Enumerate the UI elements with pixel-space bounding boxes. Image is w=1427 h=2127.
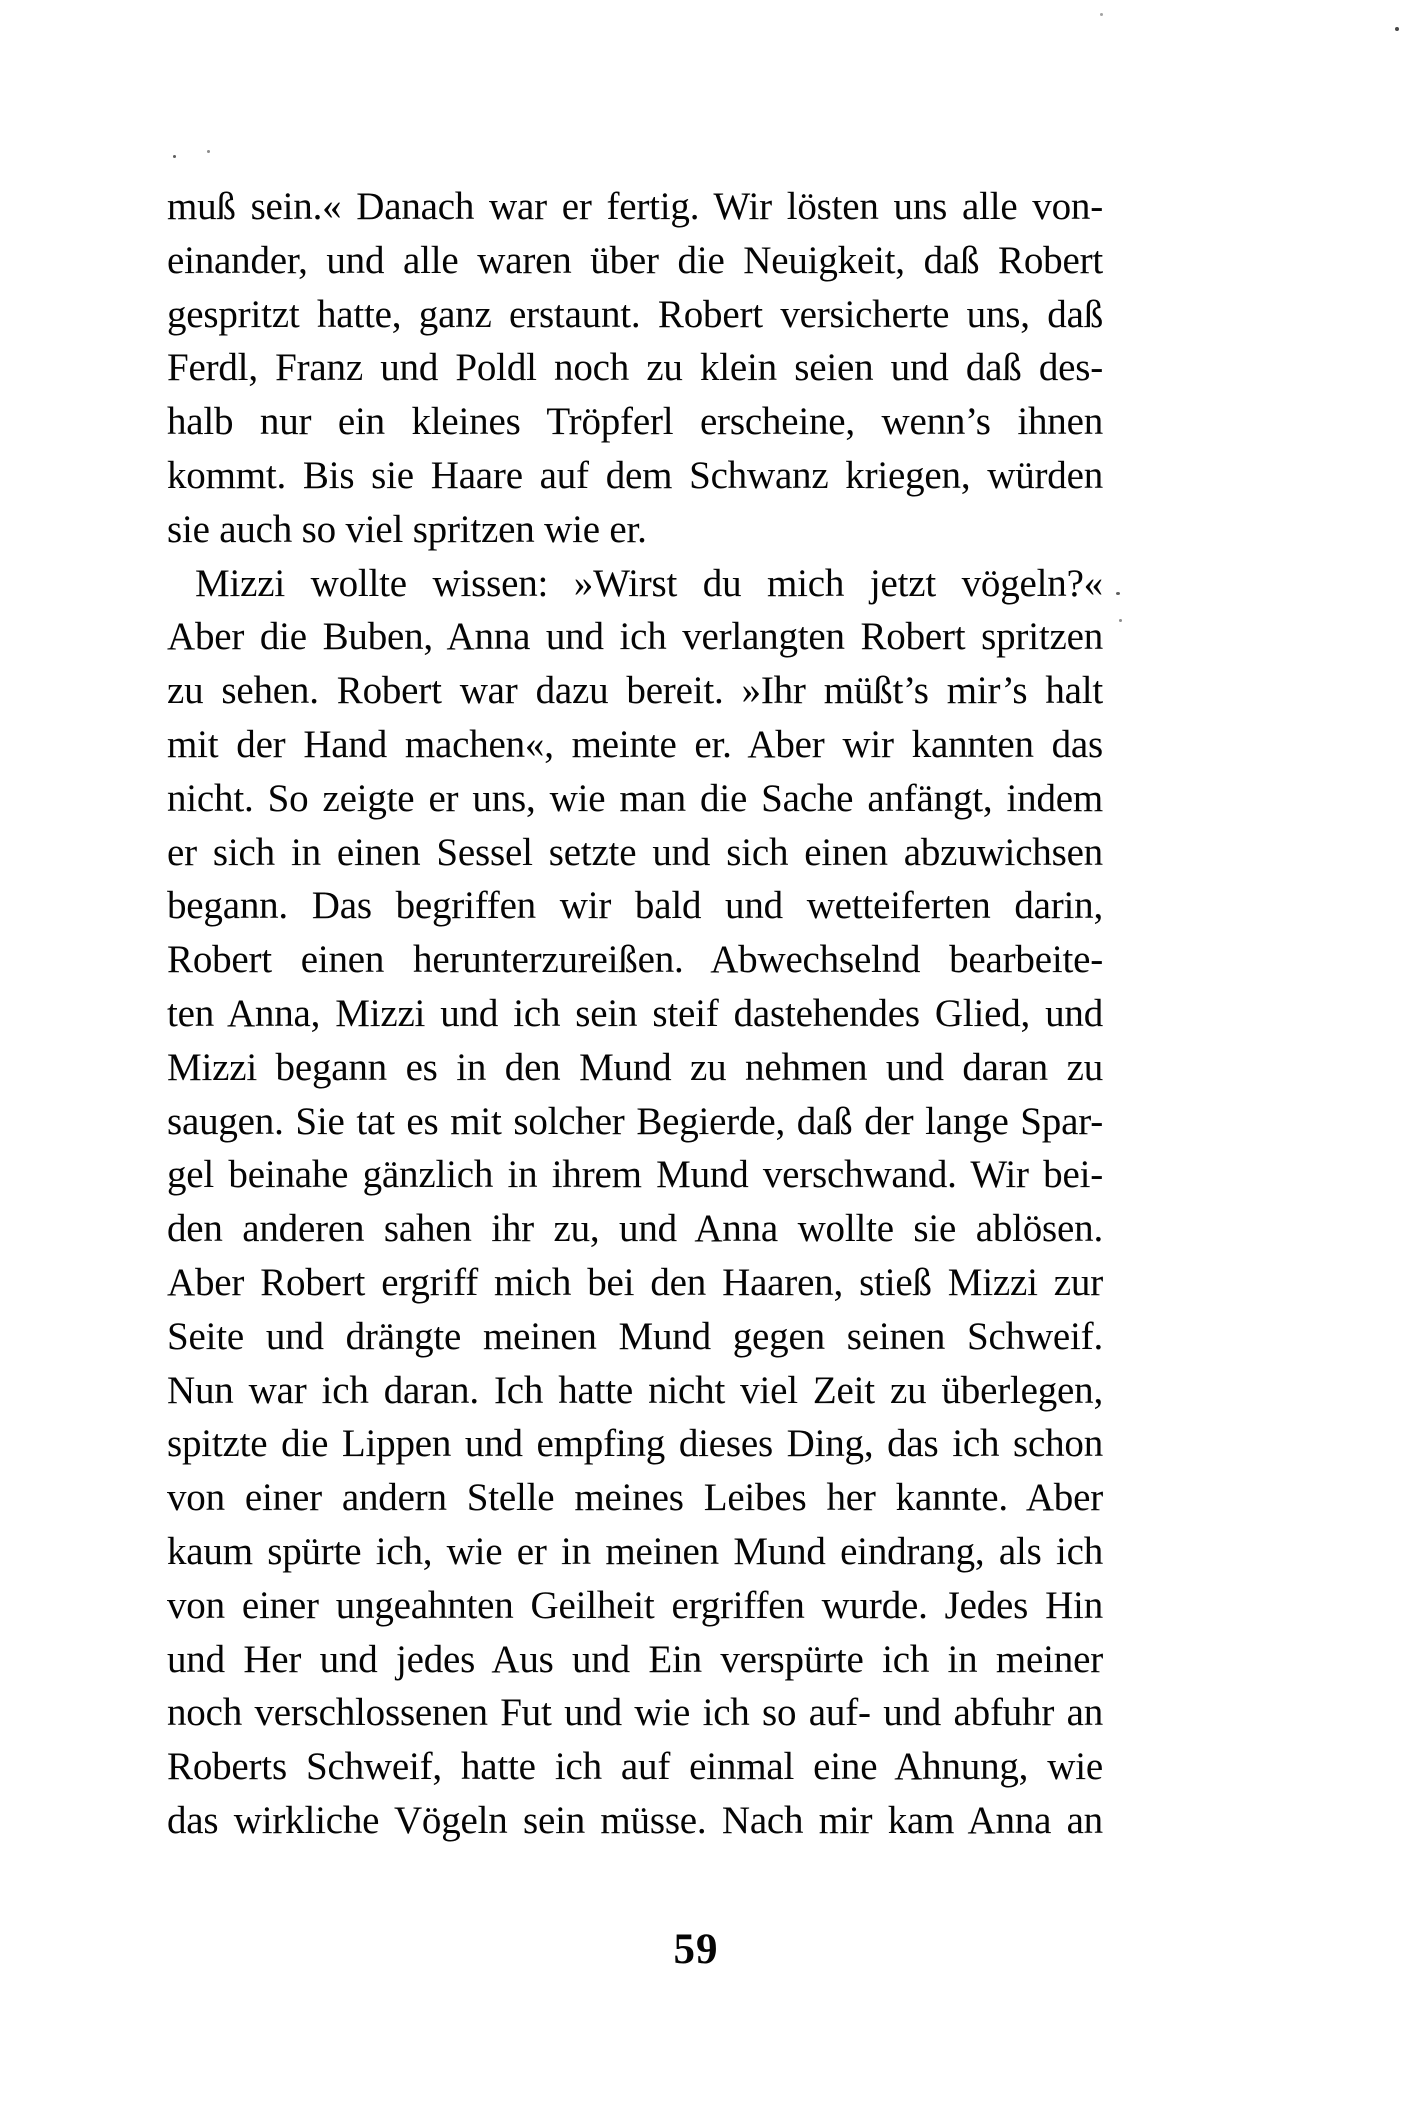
text-line: gespritzt hatte, ganz erstaunt. Robert versicherte uns, daß: [167, 292, 1103, 336]
scan-speck: [1119, 619, 1122, 622]
text-line: Robert einen herunterzureißen. Abwechselnd bearbeite-: [167, 938, 1103, 982]
text-line: von einer andern Stelle meines Leibes her kannte. Aber: [167, 1476, 1103, 1520]
text-line: gel beinahe gänzlich in ihrem Mund verschwand. Wir bei-: [167, 1153, 1103, 1197]
text-line: Ferdl, Franz und Poldl noch zu klein seien und daß des-: [167, 346, 1103, 390]
text-line: nicht. So zeigte er uns, wie man die Sache anfängt, indem: [167, 776, 1103, 820]
scan-speck: [1395, 27, 1399, 31]
text-line: den anderen sahen ihr zu, und Anna wollte sie ablösen.: [167, 1207, 1103, 1251]
text-line: zu sehen. Robert war dazu bereit. »Ihr müßt’s mir’s halt: [167, 669, 1103, 713]
page-text: [167, 180, 1103, 1848]
text-line: Mizzi begann es in den Mund zu nehmen und daran zu: [167, 1045, 1103, 1089]
text-line: spitzte die Lippen und empfing dieses Ding, das ich schon: [167, 1422, 1103, 1466]
text-line: saugen. Sie tat es mit solcher Begierde, daß der lange Spar-: [167, 1099, 1103, 1143]
text-line: begann. Das begriffen wir bald und wetteiferten darin,: [167, 884, 1103, 928]
text-line: und Her und jedes Aus und Ein verspürte ich in meiner: [167, 1637, 1103, 1681]
text-line: Aber die Buben, Anna und ich verlangten Robert spritzen: [167, 615, 1103, 659]
text-line: ten Anna, Mizzi und ich sein steif dastehendes Glied, und: [167, 991, 1103, 1035]
text-line: das wirkliche Vögeln sein müsse. Nach mir kam Anna an: [167, 1798, 1103, 1842]
text-line: Seite und drängte meinen Mund gegen seinen Schweif.: [167, 1314, 1103, 1358]
text-line: sie auch so viel spritzen wie er.: [167, 507, 647, 551]
text-line: halb nur ein kleines Tröpferl erscheine, wenn’s ihnen: [167, 400, 1103, 444]
scan-speck: [173, 155, 176, 158]
scan-speck: [1116, 592, 1120, 595]
text-line: von einer ungeahnten Geilheit ergriffen wurde. Jedes Hin: [167, 1583, 1103, 1627]
page-number: 59: [673, 1926, 719, 1973]
text-line: Roberts Schweif, hatte ich auf einmal eine Ahnung, wie: [167, 1745, 1103, 1789]
scan-speck: [207, 150, 210, 153]
text-line: Aber Robert ergriff mich bei den Haaren, stieß Mizzi zur: [167, 1260, 1103, 1304]
text-line: muß sein.« Danach war er fertig. Wir lösten uns alle von-: [167, 185, 1103, 228]
text-line: Mizzi wollte wissen: »Wirst du mich jetzt vögeln?«: [195, 561, 1103, 605]
text-line: kaum spürte ich, wie er in meinen Mund eindrang, als ich: [167, 1529, 1103, 1573]
text-line: einander, und alle waren über die Neuigkeit, daß Robert: [167, 238, 1103, 282]
scan-speck: [1100, 13, 1103, 16]
text-line: Nun war ich daran. Ich hatte nicht viel Zeit zu überlegen,: [167, 1368, 1103, 1412]
text-line: noch verschlossenen Fut und wie ich so auf- und abfuhr an: [167, 1691, 1103, 1735]
text-line: kommt. Bis sie Haare auf dem Schwanz kriegen, würden: [167, 453, 1103, 497]
text-line: mit der Hand machen«, meinte er. Aber wir kannten das: [167, 722, 1103, 766]
text-line: er sich in einen Sessel setzte und sich einen abzuwichsen: [167, 830, 1103, 874]
